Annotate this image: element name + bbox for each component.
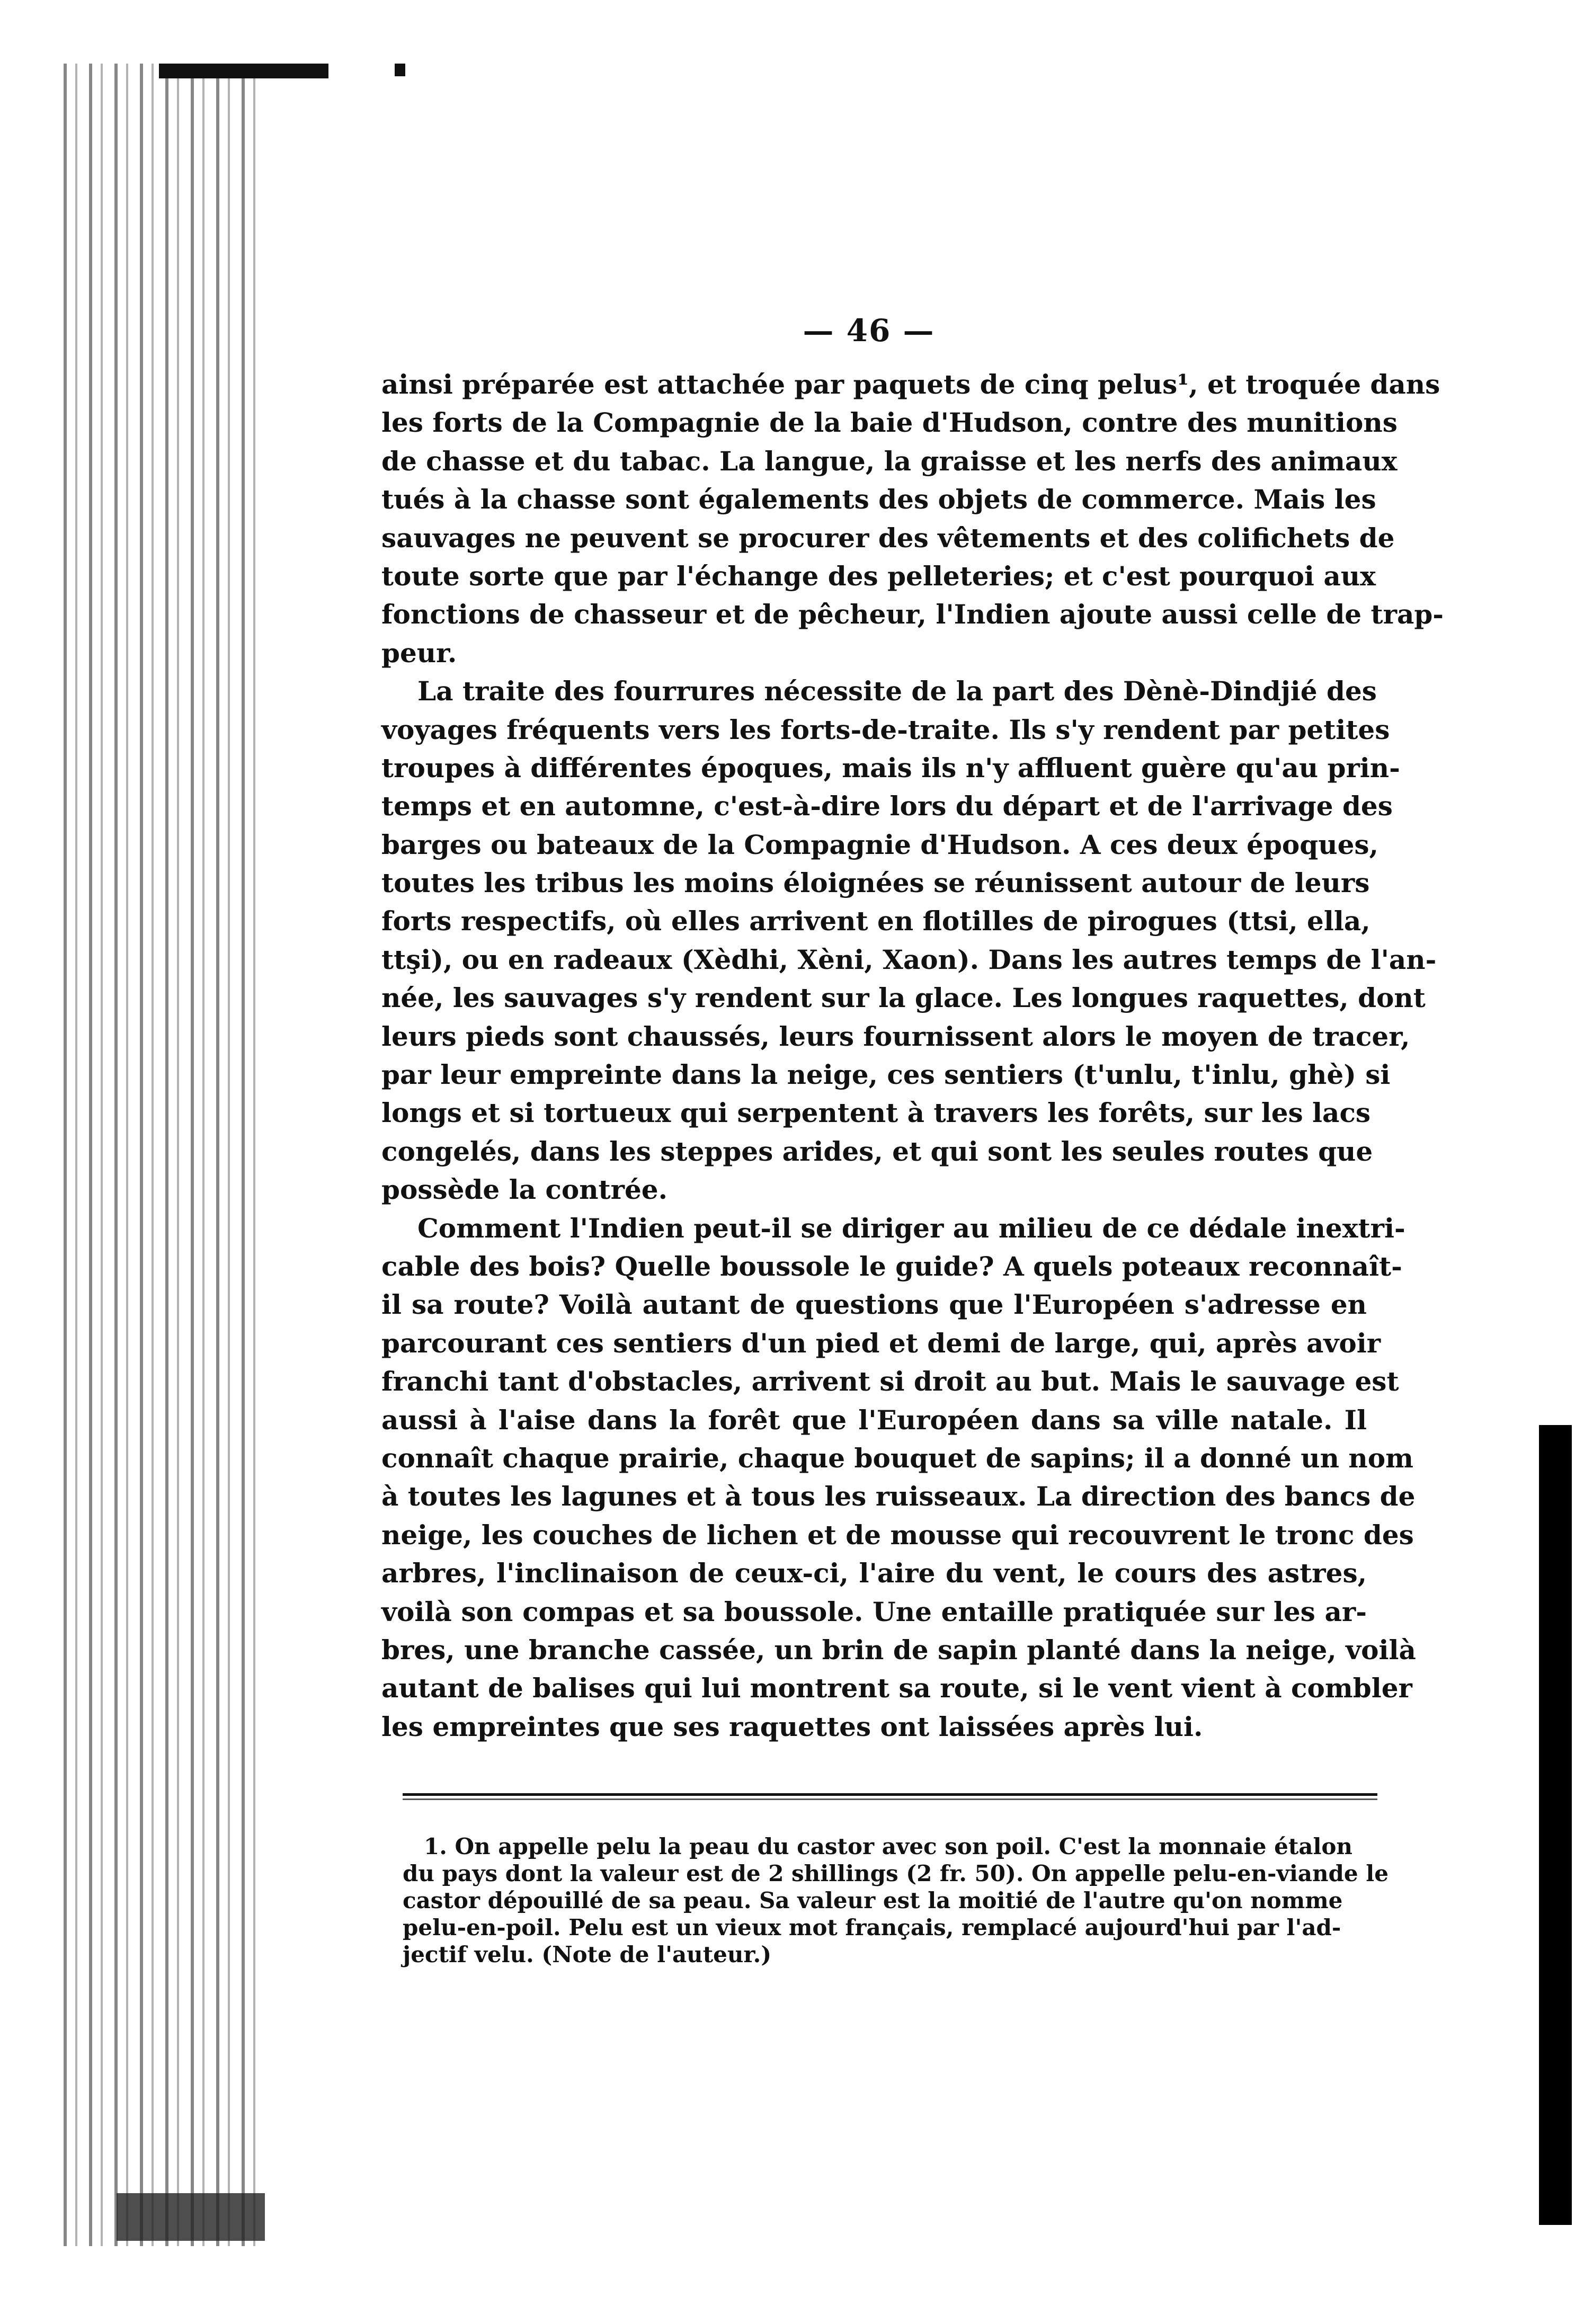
body-line: cable des bois? Quelle boussole le guide? A quels poteaux reconnaît- (381, 1250, 1402, 1282)
scan-binding-top-mark (159, 64, 328, 78)
body-line: bres, une branche cassée, un brin de sapin planté dans la neige, voilà (381, 1634, 1416, 1666)
body-line: troupes à différentes époques, mais ils n'y affluent guère qu'au prin- (381, 752, 1400, 783)
body-line: peur. (381, 637, 457, 669)
scan-dot-mark (395, 64, 405, 76)
body-line: franchi tant d'obstacles, arrivent si droit au but. Mais le sauvage est (381, 1366, 1399, 1397)
body-line: leurs pieds sont chaussés, leurs fournissent alors le moyen de tracer, (381, 1020, 1410, 1052)
body-text (381, 366, 1444, 1746)
body-line: tués à la chasse sont égalements des objets de commerce. Mais les (381, 484, 1376, 515)
body-line: toutes les tribus les moins éloignées se réunissent autour de leurs (381, 867, 1370, 899)
body-line: autant de balises qui lui montrent sa route, si le vent vient à combler (381, 1672, 1412, 1704)
body-line: parcourant ces sentiers d'un pied et demi de large, qui, après avoir (381, 1327, 1381, 1359)
body-line: longs et si tortueux qui serpentent à travers les forêts, sur les lacs (381, 1097, 1371, 1129)
body-line: par leur empreinte dans la neige, ces sentiers (t'unlu, t'inlu, ghè) si (381, 1059, 1391, 1091)
body-line: il sa route? Voilà autant de questions que l'Européen s'adresse en (381, 1289, 1367, 1321)
footnote-line: du pays dont la valeur est de 2 shillings (2 fr. 50). On appelle pelu-en-viande le (403, 1860, 1389, 1886)
body-line: La traite des fourrures nécessite de la part des Dènè-Dindjié des (417, 675, 1377, 707)
scan-binding-bottom-mark (117, 2193, 265, 2241)
body-line: ainsi préparée est attachée par paquets de cinq pelus¹, et troquée dans (381, 369, 1440, 400)
body-line: née, les sauvages s'y rendent sur la glace. Les longues raquettes, dont (381, 982, 1426, 1014)
page-number: — 46 — (803, 313, 935, 349)
body-line: neige, les couches de lichen et de mousse qui recouvrent le tronc des (381, 1519, 1414, 1551)
body-line: arbres, l'inclinaison de ceux-ci, l'aire du vent, le cours des astres, (381, 1557, 1367, 1589)
body-line: barges ou bateaux de la Compagnie d'Hudson. A ces deux époques, (381, 829, 1378, 860)
scan-binding-shadow (64, 64, 265, 2246)
body-line: congelés, dans les steppes arides, et qui sont les seules routes que (381, 1135, 1373, 1167)
body-line: temps et en automne, c'est-à-dire lors du départ et de l'arrivage des (381, 790, 1393, 822)
footnote (403, 1833, 1393, 1968)
footnote-line: castor dépouillé de sa peau. Sa valeur est la moitié de l'autre qu'on nomme (403, 1887, 1343, 1913)
body-line: Comment l'Indien peut-il se diriger au milieu de ce dédale inextri- (417, 1212, 1405, 1244)
body-line: connaît chaque prairie, chaque bouquet de sapins; il a donné un nom (381, 1442, 1413, 1474)
body-line: sauvages ne peuvent se procurer des vêtements et des colifichets de (381, 522, 1395, 554)
footnote-line: 1. On appelle pelu la peau du castor avec son poil. C'est la monnaie étalon (424, 1833, 1352, 1859)
body-line: les empreintes que ses raquettes ont laissées après lui. (381, 1711, 1203, 1742)
body-line: forts respectifs, où elles arrivent en flotilles de pirogues (ttsi, ella, (381, 905, 1370, 937)
body-line: les forts de la Compagnie de la baie d'Hudson, contre des munitions (381, 407, 1398, 439)
footnote-line: jectif velu. (Note de l'auteur.) (403, 1942, 772, 1967)
body-line: possède la contrée. (381, 1174, 668, 1206)
body-line: toute sorte que par l'échange des pelleteries; et c'est pourquoi aux (381, 560, 1376, 592)
footnote-line: pelu-en-poil. Pelu est un vieux mot français, remplacé aujourd'hui par l'ad- (403, 1915, 1341, 1940)
body-line: aussi à l'aise dans la forêt que l'Européen dans sa ville natale. Il (381, 1404, 1367, 1436)
scan-edge-bar (1539, 1425, 1572, 2225)
body-line: fonctions de chasseur et de pêcheur, l'Indien ajoute aussi celle de trap- (381, 599, 1444, 630)
body-line: voyages fréquents vers les forts-de-traite. Ils s'y rendent par petites (381, 714, 1390, 745)
body-line: voilà son compas et sa boussole. Une entaille pratiquée sur les ar- (381, 1596, 1367, 1627)
footnote-rule (403, 1793, 1377, 1796)
body-line: à toutes les lagunes et à tous les ruisseaux. La direction des bancs de (381, 1481, 1416, 1512)
body-line: ttşi), ou en radeaux (Xèdhi, Xèni, Xaon). Dans les autres temps de l'an- (381, 943, 1437, 975)
body-line: de chasse et du tabac. La langue, la graisse et les nerfs des animaux (381, 445, 1398, 477)
footnote-rule-secondary (403, 1798, 1377, 1800)
